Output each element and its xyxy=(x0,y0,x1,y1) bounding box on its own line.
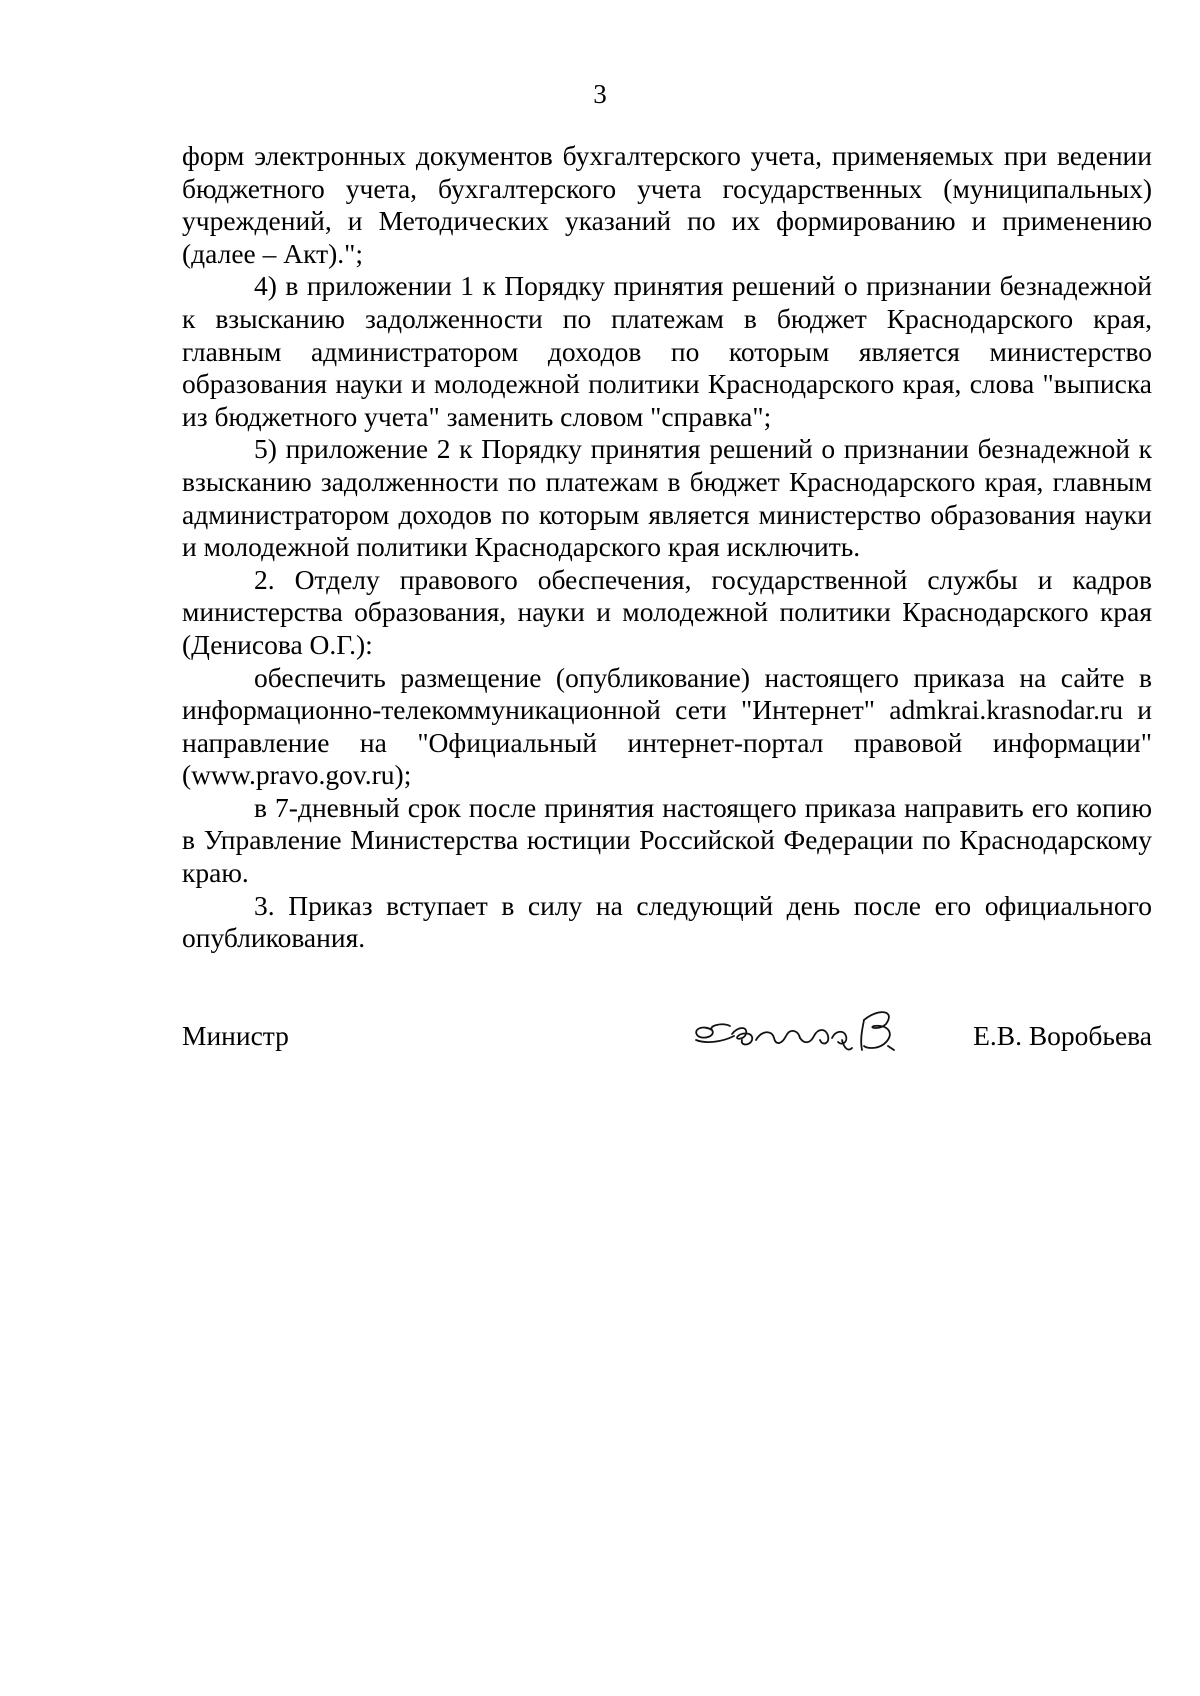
paragraph-copy-submission: в 7-дневный срок после принятия настоящего приказа направить его копию в Управление Министерства юстиции Российской Федерации по Краснодарскому краю. xyxy=(182,791,1152,889)
signatory-position: Министр xyxy=(182,1020,289,1051)
signature-block xyxy=(182,1000,1152,1080)
paragraph-item-4: 4) в приложении 1 к Порядку принятия решений о признании безнадежной к взысканию задолженности по платежам в бюджет Краснодарского края, главным администратором доходов по которым является министерство образования науки и молодежной политики Краснодарского края, слова "выписка из бюджетного учета" заменить словом "справка"; xyxy=(182,270,1152,432)
paragraph-item-5: 5) приложение 2 к Порядку принятия решений о признании безнадежной к взысканию задолженности по платежам в бюджет Краснодарского края, главным администратором доходов по которым является министерство образования науки и молодежной политики Краснодарского края исключить. xyxy=(182,433,1152,563)
paragraph-section-3: 3. Приказ вступает в силу на следующий день после его официального опубликования. xyxy=(182,889,1152,954)
handwritten-signature xyxy=(682,1000,922,1062)
page-number: 3 xyxy=(593,79,607,109)
document-body xyxy=(182,140,1152,955)
signatory-name: Е.В. Воробьева xyxy=(973,1020,1152,1051)
paragraph-continuation: форм электронных документов бухгалтерского учета, применяемых при ведении бюджетного учета, бухгалтерского учета государственных (муниципальных) учреждений, и Методических указаний по их формированию и применению (далее – Акт)."; xyxy=(182,140,1152,269)
paragraph-publication: обеспечить размещение (опубликование) настоящего приказа на сайте в информационно-телекоммуникационной сети "Интернет" admkrai.krasnodar.ru и направление на "Официальный интернет-портал правовой информации" (www.pravo.gov.ru); xyxy=(182,661,1152,791)
paragraph-section-2: 2. Отделу правового обеспечения, государственной службы и кадров министерства образования, науки и молодежной политики Краснодарского края (Денисова О.Г.): xyxy=(182,563,1152,660)
